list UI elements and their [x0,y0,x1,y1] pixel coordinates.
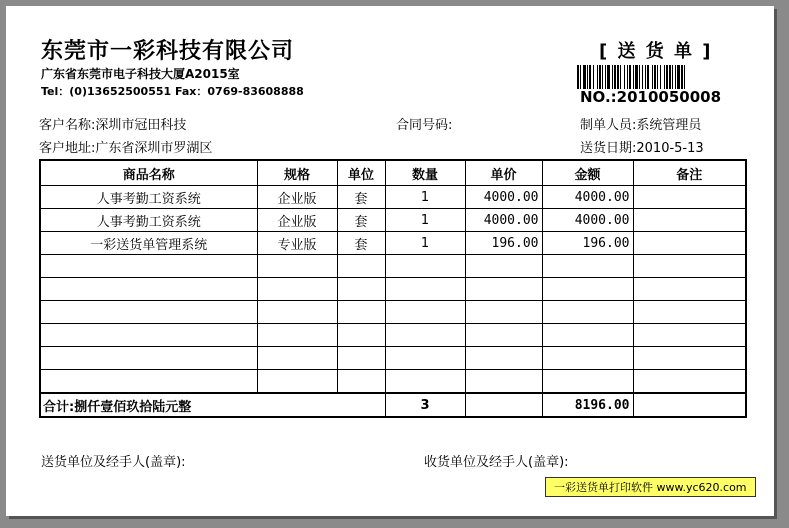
customer-name-row [39,114,186,133]
quantity-cell: 1 [385,232,465,255]
quantity-cell [385,255,465,278]
spec-cell: 专业版 [257,232,337,255]
unit-cell [337,370,385,394]
unit-cell [337,255,385,278]
barcode-bar [593,65,594,89]
amount-cell [542,370,633,394]
customer-address-value: 广东省深圳市罗湖区 [95,141,213,156]
product-name-cell [40,324,257,347]
software-promo-tag[interactable]: 一彩送货单打印软件 www.yc620.com [545,477,756,497]
product-name-cell [40,255,257,278]
unit-cell [337,301,385,324]
sender-signature: 送货单位及经手人(盖章): [41,455,186,470]
product-name-cell: 人事考勤工资系统 [40,209,257,232]
amount-cell [542,324,633,347]
delivery-date-value: 2010-5-13 [636,141,704,156]
spec-cell: 企业版 [257,209,337,232]
remark-cell [633,232,746,255]
barcode-bar [580,65,581,89]
contract-number-row [396,114,452,133]
unit-price-cell: 4000.00 [465,186,542,209]
table-row [40,209,746,232]
unit-price-cell [465,324,542,347]
unit-cell [337,347,385,370]
unit-price-cell [465,255,542,278]
unit-price-cell [465,347,542,370]
barcode-bar [589,65,591,89]
total-empty-cell [465,393,542,417]
barcode-bar [647,65,649,89]
amount-cell [542,301,633,324]
product-name-cell [40,370,257,394]
unit-price-cell [465,278,542,301]
remark-cell [633,209,746,232]
remark-cell [633,255,746,278]
table-row [40,186,746,209]
unit-cell [337,278,385,301]
unit-price-cell [465,301,542,324]
contract-number-label: 合同号码: [396,118,453,133]
barcode-bar [660,65,661,89]
barcode-bar [620,65,621,89]
spec-cell [257,301,337,324]
header-spec: 规格 [257,160,337,186]
creator-row [580,114,701,133]
quantity-cell [385,370,465,394]
barcode-bar [629,65,631,89]
amount-cell [542,278,633,301]
remark-cell [633,278,746,301]
remark-cell [633,347,746,370]
table-row [40,232,746,255]
document-number: NO.:2010050008 [580,88,722,106]
delivery-note-sheet [6,6,774,516]
barcode-image [577,65,759,89]
remark-cell [633,370,746,394]
barcode-bar [605,65,606,89]
barcode-bar [612,65,613,89]
total-quantity: 3 [385,393,465,417]
barcode-bar [587,65,588,89]
barcode-bar [681,65,683,89]
remark-cell [633,186,746,209]
quantity-cell [385,278,465,301]
unit-price-cell [465,370,542,394]
document-title: [ 送 货 单 ] [599,41,713,62]
barcode-bar [635,65,638,89]
barcode-bar [607,65,610,89]
customer-address-label: 客户地址: [39,141,96,156]
barcode-bar [583,65,586,89]
table-row [40,255,746,278]
barcode-bar [627,65,628,89]
total-label: 合计:捌仟壹佰玖拾陆元整 [40,393,385,417]
barcode-bar [633,65,634,89]
barcode-bar [639,65,640,89]
barcode-bar [599,65,601,89]
barcode-bar [602,65,603,89]
receiver-signature: 收货单位及经手人(盖章): [424,455,569,470]
spec-cell [257,255,337,278]
barcode-bar [617,65,619,89]
company-name: 东莞市一彩科技有限公司 [41,39,295,64]
barcode-bar [642,65,643,89]
spec-cell [257,278,337,301]
creator-value: 系统管理员 [636,118,702,133]
unit-price-cell: 4000.00 [465,209,542,232]
table-row [40,278,746,301]
quantity-cell: 1 [385,186,465,209]
barcode-bar [666,65,668,89]
total-amount: 8196.00 [542,393,633,417]
unit-cell: 套 [337,186,385,209]
quantity-cell [385,347,465,370]
table-row [40,324,746,347]
creator-label: 制单人员: [580,118,637,133]
barcode-bar [664,65,665,89]
delivery-date-row [580,137,704,156]
quantity-cell: 1 [385,209,465,232]
remark-cell [633,301,746,324]
customer-name-label: 客户名称: [39,118,96,133]
table-header-row [40,160,746,186]
quantity-cell [385,324,465,347]
total-row [40,393,746,417]
barcode-bar [577,65,579,89]
unit-cell: 套 [337,232,385,255]
header-unit-price: 单价 [465,160,542,186]
barcode-bar [675,65,676,89]
spec-cell [257,324,337,347]
barcode-bar [652,65,653,89]
unit-cell: 套 [337,209,385,232]
product-name-cell: 人事考勤工资系统 [40,186,257,209]
amount-cell: 4000.00 [542,209,633,232]
header-product-name: 商品名称 [40,160,257,186]
delivery-date-label: 送货日期: [580,141,637,156]
spec-cell: 企业版 [257,186,337,209]
barcode-bar [597,65,598,89]
remark-cell [633,324,746,347]
barcode-bar [654,65,656,89]
header-remark: 备注 [633,160,746,186]
header-amount: 金额 [542,160,633,186]
barcode-bar [677,65,680,89]
customer-address-row [39,137,212,156]
barcode-bar [672,65,673,89]
amount-cell: 4000.00 [542,186,633,209]
product-name-cell [40,347,257,370]
total-remark-cell [633,393,746,417]
spec-cell [257,347,337,370]
barcode-bar [645,65,646,89]
quantity-cell [385,301,465,324]
barcode-bar [657,65,658,89]
table-row [40,347,746,370]
table-row [40,370,746,394]
barcode-bar [624,65,625,89]
amount-cell: 196.00 [542,232,633,255]
company-phone: Tel：(0)13652500551 Fax：0769-83608888 [41,85,304,98]
barcode-bar [684,65,685,89]
header-quantity: 数量 [385,160,465,186]
amount-cell [542,347,633,370]
goods-table [39,159,747,418]
unit-price-cell: 196.00 [465,232,542,255]
customer-name-value: 深圳市冠田科技 [95,118,187,133]
table-row [40,301,746,324]
barcode-bar [669,65,671,89]
amount-cell [542,255,633,278]
header-unit: 单位 [337,160,385,186]
barcode-bar [614,65,616,89]
company-address: 广东省东莞市电子科技大厦A2015室 [41,67,240,81]
spec-cell [257,370,337,394]
product-name-cell: 一彩送货单管理系统 [40,232,257,255]
product-name-cell [40,301,257,324]
unit-cell [337,324,385,347]
product-name-cell [40,278,257,301]
